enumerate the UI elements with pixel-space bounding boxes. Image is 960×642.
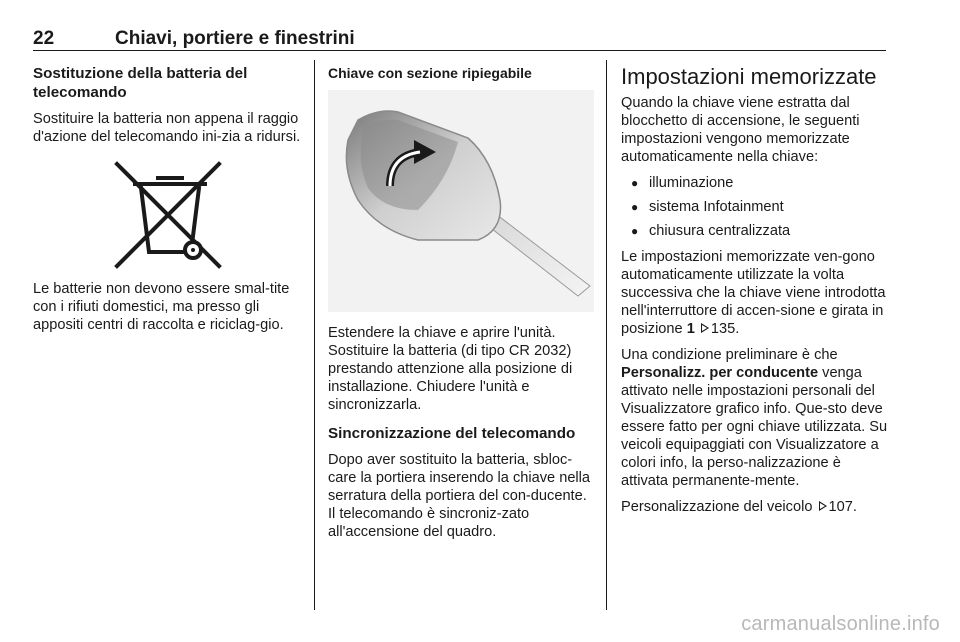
column-2 (328, 64, 594, 549)
crossed-out-wheelie-bin-icon (113, 160, 223, 270)
paragraph-extend-key: Estendere la chiave e aprire l'unità. Sostituire la batteria (di tipo CR 2032) prestando attenzione alla posizione di installazione. Chiudere l'unità e sincronizzarla. (328, 325, 573, 413)
paragraph-sync: Dopo aver sostituito la batteria, sbloc-care la portiera inserendo la chiave nella serratura della portiera del con-ducente. Il telecomando è sincroniz-zato all'accensione del quadro. (328, 452, 591, 540)
section-heading-folding-key: Chiave con sezione ripiegabile (328, 65, 532, 81)
paragraph-memorized-intro: Quando la chiave viene estratta dal blocchetto di accensione, le seguenti impostazioni vengono memorizzate automaticamente nella chiave: (621, 95, 860, 165)
paragraph-precondition (621, 346, 889, 490)
usage-text: Le impostazioni memorizzate ven-gono automaticamente utilizzate la volta successiva che la chiave viene introdotta nell'interruttore di accen-sione e girata in posizione (621, 249, 886, 337)
precondition-text: Una condizione preliminare è che (621, 347, 838, 363)
vehicle-personalization-text: Personalizzazione del veicolo (621, 499, 813, 515)
page-header (33, 28, 886, 52)
list-item: ● sistema Infotainment (621, 198, 889, 216)
precondition-text-rest: venga attivato nelle impostazioni personali del Visualizzatore grafico info. Que-sto deve essere fatto per ogni chiave utilizzata. Su veicoli equipaggiati con Visualizzatore a colori info, la perso-nalizzazione è attivata permanente-mente. (621, 365, 888, 489)
ignition-position: 1 (686, 321, 695, 337)
disposal-figure (33, 154, 301, 274)
page-reference-link[interactable]: 107. (828, 499, 857, 515)
paragraph-battery-disposal: Le batterie non devono essere smal-tite con i rifiuti domestici, ma presso gli appositi centri di raccolta e riciclag-gio. (33, 281, 290, 333)
driver-personalization-label: Personalizz. per conducente (621, 365, 819, 381)
column-1 (33, 64, 301, 342)
folding-key-figure (328, 90, 594, 312)
list-item: ● chiusura centralizzata (621, 222, 889, 240)
column-3 (621, 64, 889, 524)
header-rule (33, 50, 886, 51)
column-divider-2 (606, 60, 607, 610)
list-item: ● illuminazione (621, 174, 889, 192)
paragraph-memorized-usage (621, 248, 889, 338)
page-number: 22 (33, 28, 55, 49)
folding-key-illustration (328, 90, 594, 312)
paragraph-battery-replace: Sostituire la batteria non appena il raggio d'azione del telecomando ini-zia a ridursi. (33, 111, 301, 145)
section-heading-memorized: Impostazioni memorizzate (621, 64, 877, 89)
page-reference-link[interactable]: 135. (710, 321, 740, 337)
paragraph-vehicle-personalization (621, 498, 889, 516)
column-divider-1 (314, 60, 315, 610)
page-reference-icon (819, 501, 827, 511)
chapter-title: Chiavi, portiere e finestrini (115, 28, 355, 49)
section-heading-sync: Sincronizzazione del telecomando (328, 425, 576, 442)
page-reference-icon (701, 323, 709, 333)
watermark: carmanualsonline.info (741, 613, 940, 635)
section-heading-battery: Sostituzione della batteria del telecomando (33, 65, 248, 101)
settings-list (621, 174, 889, 240)
